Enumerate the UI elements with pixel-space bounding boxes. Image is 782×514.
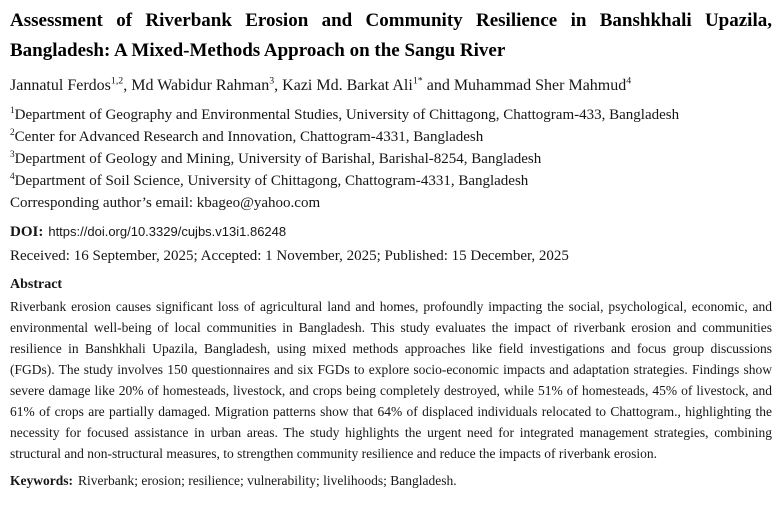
affiliation-marker: 1 xyxy=(10,106,15,116)
paper-title: Assessment of Riverbank Erosion and Community Resilience in Banshkhali Upazila, Bangladesh: A Mixed-Methods Approach on the Sangu River xyxy=(10,10,772,61)
affiliation-text: Department of Geology and Mining, University of Barishal, Barishal-8254, Bangladesh xyxy=(14,151,542,167)
author-affiliation-marker: 1* xyxy=(412,75,423,87)
author-name: Muhammad Sher Mahmud xyxy=(453,77,627,94)
abstract-text: Riverbank erosion causes significant loss of agricultural land and homes, profoundly impacting the social, psychological, economic, and environmental well-being of local communities in Bangladesh. This study evaluates the impact of riverbank erosion and communities resilience in Banshkhali Upazila, Bangladesh, using mixed methods approaches like field investigations and focus group discussions (FGDs). The study involves 150 questionnaires and six FGDs to explore socio-economic impacts and adaptation strategies. Findings show severe damage like 20% of homesteads, livestock, and crops being completely destroyed, while 51% of homesteads, 45% of livestock, and 61% of crops are partially damaged. Migration patterns show that 64% of displaced individuals relocated to Chattogram., highlighting the necessity for focused assistance in urban areas. The study highlights the urgent need for integrated management strategies, combining structural and non-structural measures, to strengthen community resilience and reduce the impacts of riverbank erosion. xyxy=(10,299,772,461)
author-line xyxy=(10,74,772,98)
affiliation-line xyxy=(10,170,772,192)
author-affiliation-marker: 1,2 xyxy=(110,75,124,87)
doi-label: DOI: xyxy=(10,224,44,240)
affiliation-text: Department of Geography and Environmental Studies, University of Chittagong, Chattogram-433, Bangladesh xyxy=(14,107,680,123)
affiliation-line xyxy=(10,104,772,126)
author-separator: and xyxy=(422,77,454,94)
affiliation-text: Center for Advanced Research and Innovation, Chattogram-4331, Bangladesh xyxy=(14,129,484,145)
abstract-heading: Abstract xyxy=(10,277,63,292)
keywords-text: Riverbank; erosion; resilience; vulnerability; livelihoods; Bangladesh. xyxy=(78,473,457,488)
affiliation-text: Department of Soil Science, University of Chittagong, Chattogram-4331, Bangladesh xyxy=(14,173,529,189)
author-affiliation-marker: 3 xyxy=(269,75,275,87)
affiliation-marker: 3 xyxy=(10,150,15,160)
affiliation-marker: 4 xyxy=(10,172,15,182)
affiliation-line xyxy=(10,148,772,170)
corresponding-author-email: Corresponding author’s email: kbageo@yahoo.com xyxy=(10,195,321,211)
author-name: Kazi Md. Barkat Ali xyxy=(282,77,413,94)
affiliations-block xyxy=(10,104,772,214)
author-separator: , xyxy=(123,77,132,94)
article-history: Received: 16 September, 2025; Accepted: 1 November, 2025; Published: 15 December, 2025 xyxy=(10,248,569,264)
author-separator: , xyxy=(274,77,283,94)
author-name: Jannatul Ferdos xyxy=(10,77,111,94)
keywords-line xyxy=(10,471,772,491)
author-affiliation-marker: 4 xyxy=(626,75,632,87)
doi-line xyxy=(10,220,772,244)
keywords-label: Keywords: xyxy=(10,473,73,488)
doi-url: https://doi.org/10.3329/cujbs.v13i1.86248 xyxy=(48,224,287,239)
affiliation-line xyxy=(10,126,772,148)
author-name: Md Wabidur Rahman xyxy=(131,77,270,94)
affiliation-marker: 2 xyxy=(10,128,15,138)
